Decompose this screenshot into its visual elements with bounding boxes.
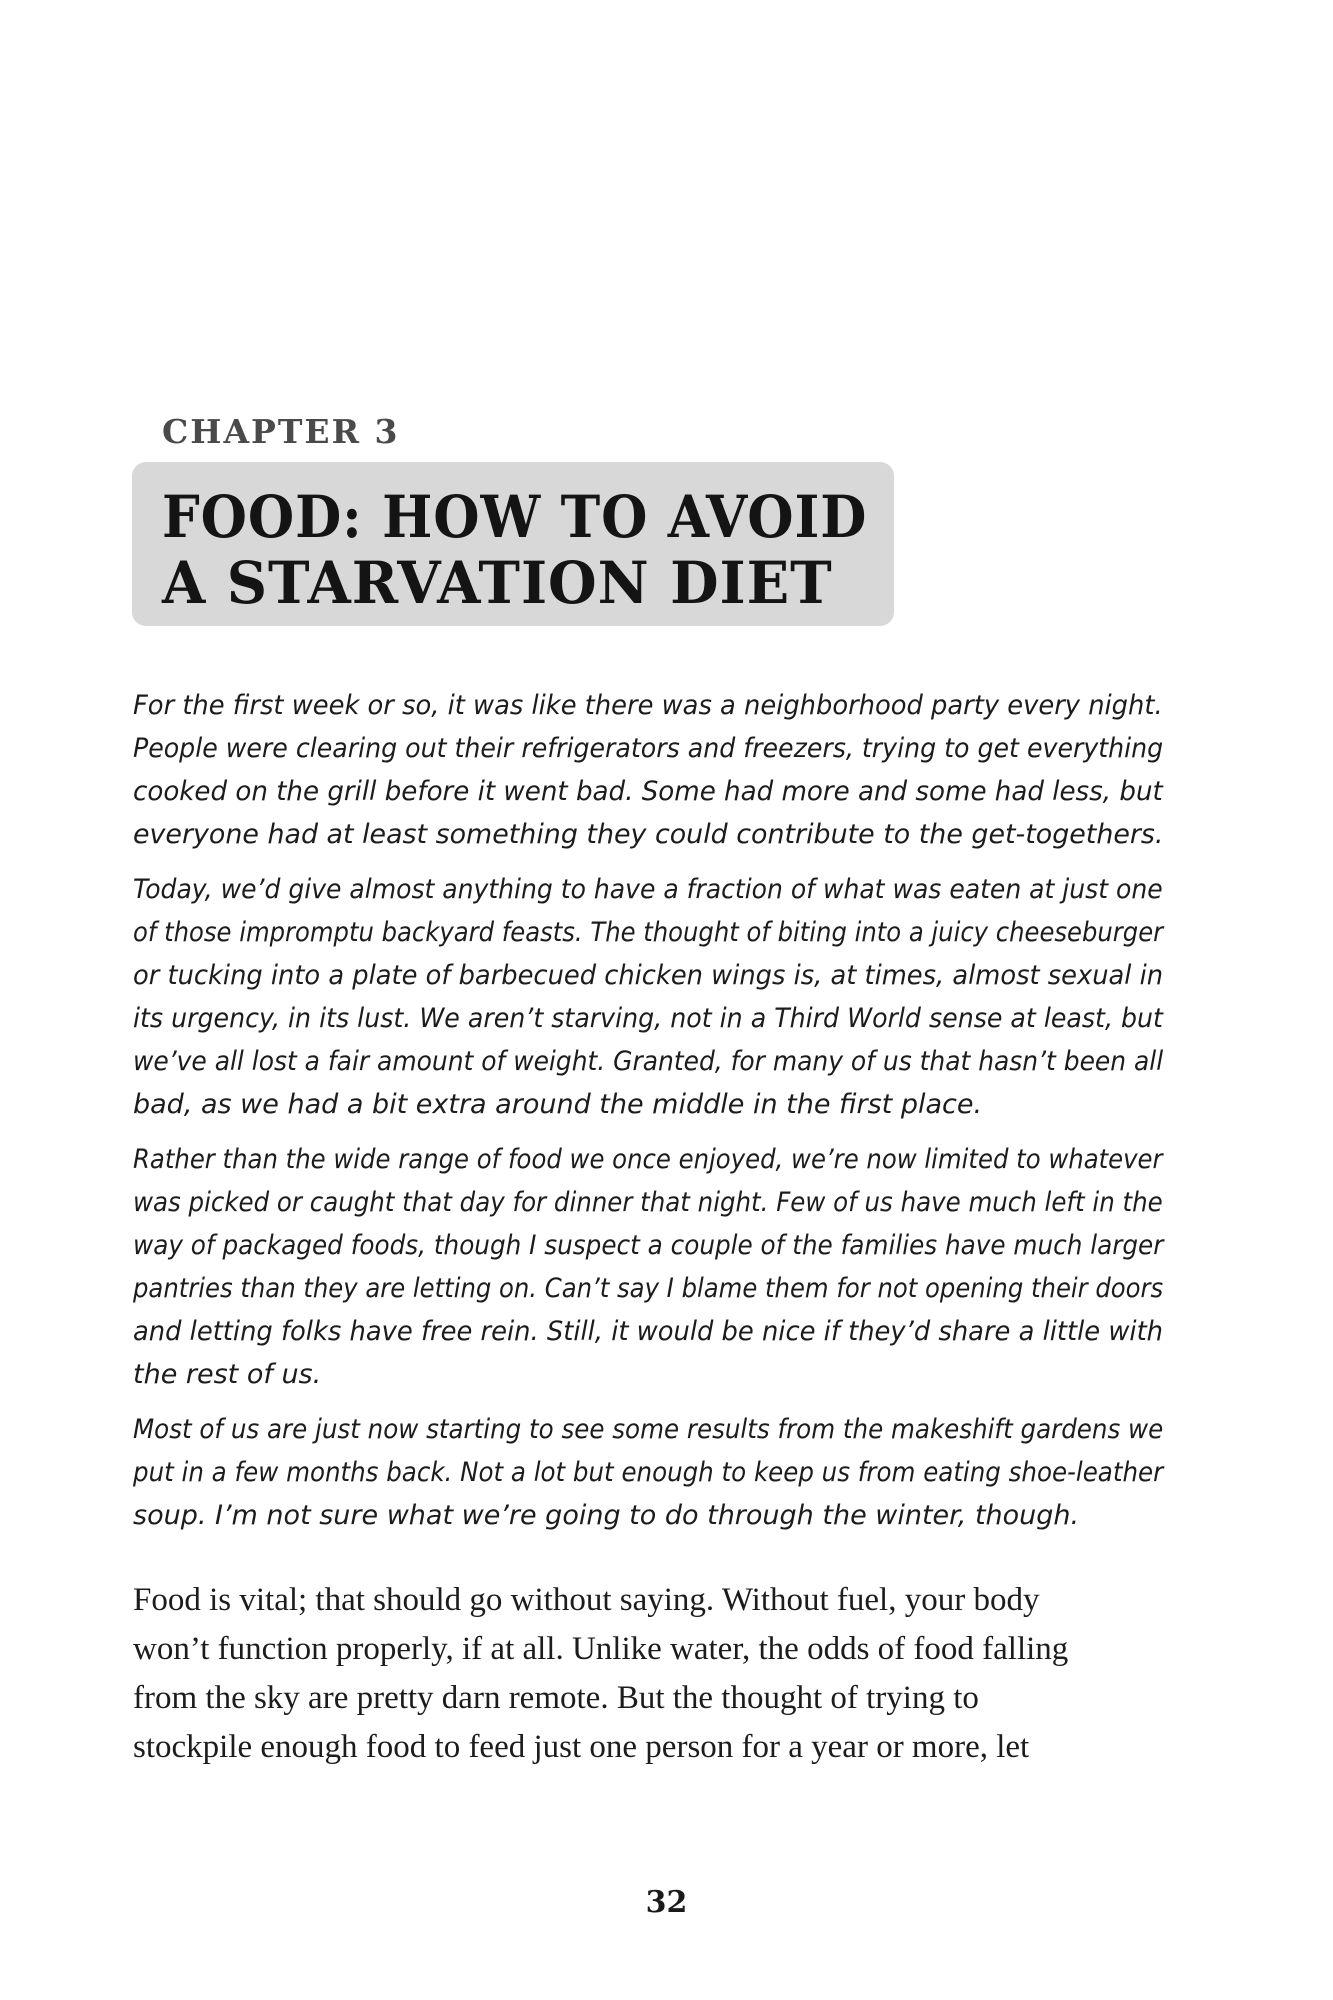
text-line: For the first week or so, it was like there was a neighborhood party every night. — [133, 690, 1163, 721]
text-line: or tucking into a plate of barbecued chicken wings is, at times, almost sexual in — [133, 960, 1164, 991]
text-line: everyone had at least something they could contribute to the get-togethers. — [133, 819, 1164, 850]
text-line: cooked on the grill before it went bad. Some had more and some had less, but — [133, 776, 1163, 807]
text-line: its urgency, in its lust. We aren’t starving, not in a Third World sense at least, but — [133, 1003, 1163, 1034]
text-line: and letting folks have free rein. Still, it would be nice if they’d share a little with — [133, 1316, 1164, 1347]
narrative-section — [133, 684, 1163, 1549]
text-line: from the sky are pretty darn remote. But the thought of trying to — [133, 1680, 979, 1716]
chapter-title-line: FOOD: HOW TO AVOID — [162, 483, 868, 551]
chapter-title-line: A STARVATION DIET — [162, 549, 833, 617]
text-line: Most of us are just now starting to see some results from the makeshift gardens we — [133, 1414, 1164, 1445]
page-number: 32 — [645, 1885, 688, 1920]
text-line: pantries than they are letting on. Can’t say I blame them for not opening their doors — [133, 1273, 1164, 1304]
narrative-paragraph — [133, 868, 1163, 1126]
chapter-label: CHAPTER 3 — [162, 412, 400, 451]
text-line: the rest of us. — [133, 1359, 322, 1390]
text-line: of those impromptu backyard feasts. The thought of biting into a juicy cheeseburger — [133, 917, 1164, 948]
text-line: put in a few months back. Not a lot but enough to keep us from eating shoe-leather — [133, 1457, 1164, 1488]
text-line: soup. I’m not sure what we’re going to do through the winter, though. — [133, 1500, 1080, 1531]
text-line: won’t function properly, if at all. Unlike water, the odds of food falling — [133, 1631, 1069, 1667]
narrative-paragraph — [133, 1408, 1163, 1537]
text-line: Rather than the wide range of food we once enjoyed, we’re now limited to whatever — [133, 1144, 1163, 1175]
narrative-paragraph — [133, 1138, 1163, 1396]
narrative-paragraph — [133, 684, 1163, 856]
text-line: bad, as we had a bit extra around the middle in the first place. — [133, 1089, 983, 1120]
text-line: way of packaged foods, though I suspect a couple of the families have much larger — [133, 1230, 1164, 1261]
text-line: Today, we’d give almost anything to have a fraction of what was eaten at just one — [133, 874, 1163, 905]
body-text — [133, 1576, 1163, 1772]
text-line: was picked or caught that day for dinner that night. Few of us have much left in the — [133, 1187, 1163, 1218]
text-line: we’ve all lost a fair amount of weight. Granted, for many of us that hasn’t been all — [133, 1046, 1164, 1077]
text-line: stockpile enough food to feed just one person for a year or more, let — [133, 1729, 1030, 1765]
text-line: Food is vital; that should go without saying. Without fuel, your body — [133, 1582, 1040, 1618]
chapter-title-box — [132, 462, 894, 626]
text-line: People were clearing out their refrigerators and freezers, trying to get everything — [133, 733, 1164, 764]
